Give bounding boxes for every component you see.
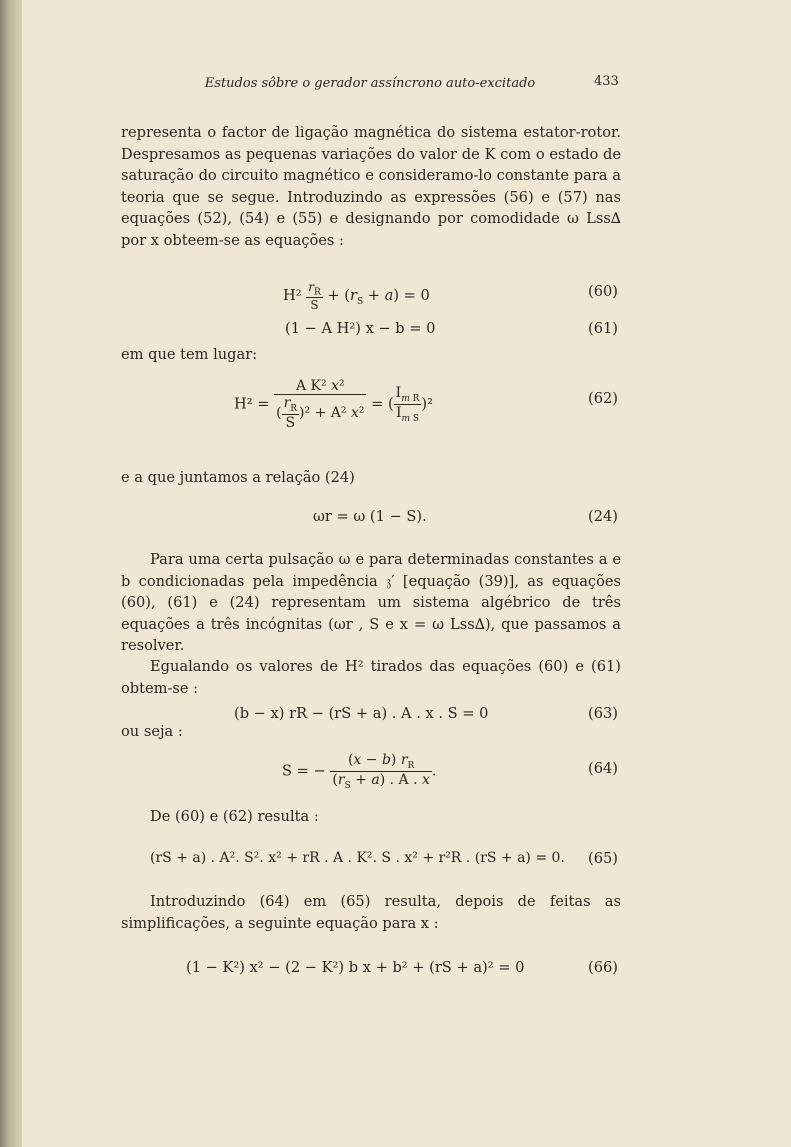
equation-61: (1 − A H²) x − b = 0 — [285, 320, 436, 337]
equation-63-number: (63) — [588, 705, 618, 722]
book-spine-shadow — [0, 0, 22, 1147]
equation-24: ωr = ω (1 − S). — [313, 508, 427, 525]
equation-63: (b − x) rR − (rS + a) . A . x . S = 0 — [234, 705, 489, 722]
text-de-60: De (60) e (62) resulta : — [150, 808, 319, 825]
equation-65-number: (65) — [588, 850, 618, 867]
equation-62: H² = A K² x² ( $\frac{r_R}{S}$ )² + A² x² = ( $\frac{I_{m R}}{I_{m S}}$ )² — [234, 378, 433, 431]
paragraph-para-uma: Para uma certa pulsação ω e para determinadas constantes a e b condicionadas pela impedência 𝔷′ [equação (39)], as equações (60), (61) e (24) representam um sistema algébrico de três equações a três incógnitas (ωr , S e x = ω Lss∆), que passamos a resolver. — [121, 551, 621, 654]
equation-60-number: (60) — [588, 283, 618, 300]
paragraph-egualando: Egualando os valores de H² tirados das equações (60) e (61) obtem-se : — [121, 658, 621, 697]
text-ou-seja: ou seja : — [121, 723, 183, 740]
equation-24-number: (24) — [588, 508, 618, 525]
equation-61-number: (61) — [588, 320, 618, 337]
equation-66-number: (66) — [588, 959, 618, 976]
running-title: Estudos sôbre o gerador assíncrono auto-excitado — [204, 76, 536, 91]
equation-64-number: (64) — [588, 760, 618, 777]
equation-62-number: (62) — [588, 390, 618, 407]
text-e-a-que: e a que juntamos a relação (24) — [121, 469, 355, 486]
equation-65: (rS + a) . A². S². x² + rR . A . K². S . x² + r²R . (rS + a) = 0. — [150, 850, 565, 866]
paragraph-introduzindo: Introduzindo (64) em (65) resulta, depois de feitas as simplificações, a seguinte equação para x : — [121, 893, 621, 932]
equation-64: S = − $\frac{(x - b) r_R}{(r_S + a) . A . x}$ . — [282, 752, 437, 791]
equation-60: H² $\frac{r_R}{S}$ + $(r_S + a) = 0$ — [283, 280, 430, 313]
equation-66: (1 − K²) x² − (2 − K²) b x + b² + (rS + a)² = 0 — [186, 959, 525, 976]
paragraph-intro: representa o factor de ligação magnética do sistema estator-rotor. Despresamos as pequenas variações do valor de K com o estado de saturação do circuito magnético e consideramo-lo constante para a teoria que se segue. Introduzindo as expressões (56) e (57) nas equações (52), (54) e (55) e designando por comodidade ω Lss∆ por x obteem-se as equações : — [121, 124, 621, 249]
text-em-que: em que tem lugar: — [121, 346, 258, 363]
page-number: 433 — [594, 74, 619, 89]
